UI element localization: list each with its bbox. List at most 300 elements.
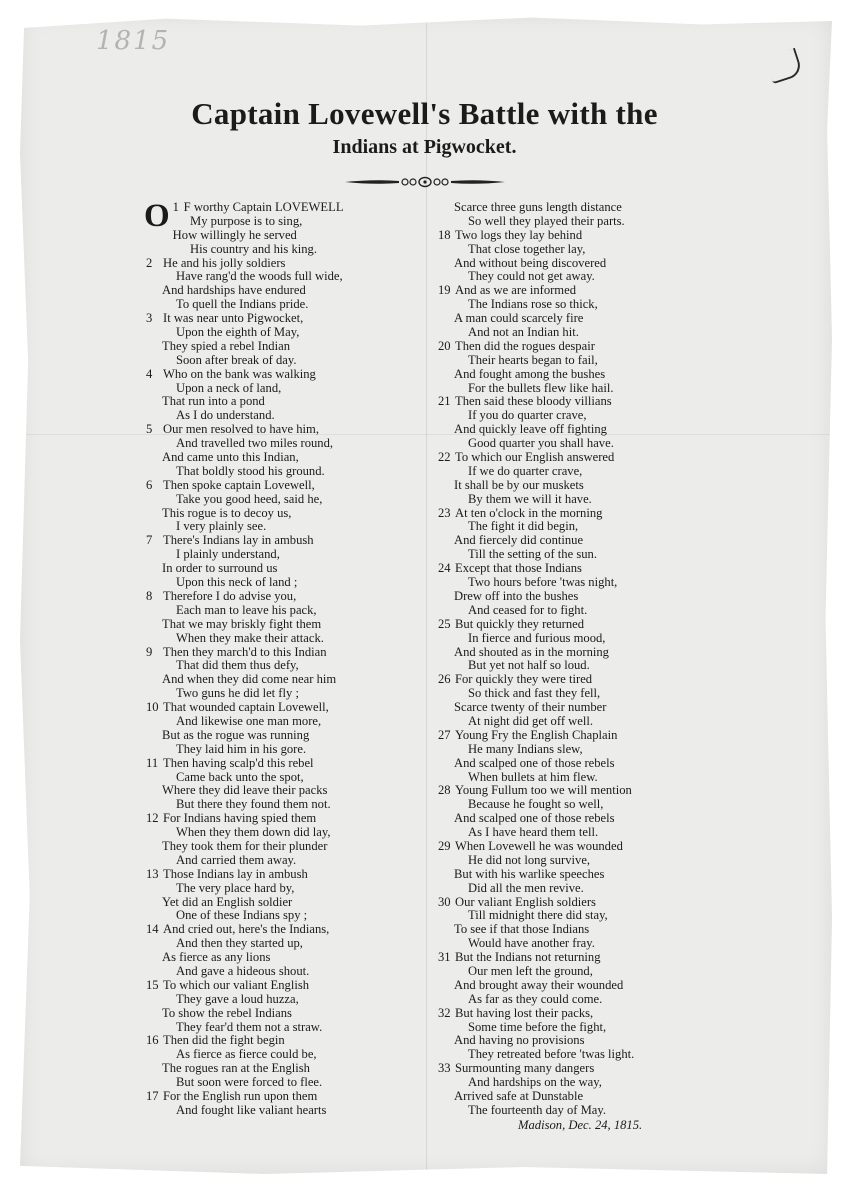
verse-line [438,618,778,632]
stanza-number: 1 [172,200,179,214]
verse-line [438,604,778,618]
verse-text: And brought away their wounded [454,977,624,992]
verse-text: As fierce as any lions [162,950,271,965]
verse-text: Arrived safe at Dunstable [454,1089,584,1103]
verse-line [146,1007,486,1021]
verse-line [438,243,778,257]
verse-line [146,618,486,632]
verse-line [146,520,486,534]
verse-text: And came unto this Indian, [162,450,299,465]
verse-text: At ten o'clock in the morning [455,505,603,520]
verse-line [438,687,778,701]
verse-line [438,826,778,840]
verse-line [146,382,486,396]
stanza-number: 29 [438,838,451,853]
verse-text: Two hours before 'twas night, [468,575,618,590]
stanza-number: 24 [438,561,451,576]
verse-line [438,1048,778,1062]
verse-text: When they make their attack. [176,630,324,645]
stanza-number: 19 [438,283,451,298]
stanza [438,1062,778,1118]
stanza-number: 4 [146,366,153,381]
verse-line [146,451,486,465]
verse-line [146,507,486,521]
verse-text: In fierce and furious mood, [468,630,606,645]
verse-text: And as we are informed [455,283,576,298]
verse-text: And scalped one of those rebels [454,811,615,826]
verse-text: He many Indians slew, [468,741,583,756]
stanza-number: 10 [146,700,159,715]
verse-line [438,854,778,868]
verse-text: Young Fry the English Chaplain [455,727,618,742]
verse-text: I plainly understand, [176,547,280,562]
verse-text: Take you good heed, said he, [176,491,323,506]
verse-line [146,687,486,701]
verse-text: Young Fullum too we will mention [455,783,632,798]
verse-line [438,340,778,354]
stanza [146,1090,486,1118]
stanza-number: 2 [146,255,153,270]
verse-line [146,854,486,868]
stanza-number: 14 [146,922,159,937]
verse-text: The Indians rose so thick, [468,297,598,312]
verse-line [146,937,486,951]
verse-line [438,479,778,493]
stanza [438,673,778,729]
verse-text: Then did the fight begin [163,1033,285,1048]
verse-line [146,979,486,993]
stanza-number: 3 [146,311,153,326]
verse-text: Upon a neck of land, [176,380,282,395]
verse-text: By them we will it have. [468,491,592,506]
poem-column-left [144,198,486,1118]
verse-line [146,673,486,687]
verse-text: And cried out, here's the Indians, [163,922,330,937]
verse-line [146,646,486,660]
verse-line [438,715,778,729]
stanza-number: 13 [146,866,159,881]
verse-line [146,1034,486,1048]
stanza-number: 8 [146,588,153,603]
verse-text: To show the rebel Indians [162,1005,292,1020]
stanza-number: 6 [146,477,153,492]
verse-line [438,395,778,409]
verse-line [438,896,778,910]
stanza [438,395,778,451]
verse-text: If we do quarter crave, [468,463,583,478]
verse-text: And quickly leave off fighting [454,422,607,437]
verse-text: And fought among the bushes [454,366,606,381]
verse-text: When Lovewell he was wounded [455,838,623,853]
stanza [146,979,486,1035]
stanza [146,590,486,646]
verse-text: They could not get away. [468,269,595,284]
verse-line [438,965,778,979]
stanza-number: 11 [146,755,159,770]
verse-line [146,298,486,312]
stanza [146,812,486,868]
verse-line [146,395,486,409]
verse-text: Then did the rogues despair [455,338,595,353]
verse-text: That close together lay, [468,241,586,256]
stanza [146,1034,486,1090]
stanza-number: 22 [438,450,451,465]
verse-line [146,771,486,785]
verse-line [438,382,778,396]
verse-line [438,729,778,743]
verse-line [438,1104,778,1118]
stanza [438,340,778,396]
verse-text: Did all the men revive. [468,880,584,895]
drop-cap-letter: O [144,198,170,234]
stanza-number: 20 [438,338,451,353]
verse-text: And having no provisions [454,1033,585,1048]
stanza [146,312,486,368]
verse-text: Our men resolved to have him, [163,422,319,437]
stanza [146,923,486,979]
verse-text: Their hearts began to fail, [468,352,598,367]
verse-text: When bullets at him flew. [468,769,598,784]
stanza [146,423,486,479]
verse-line [146,951,486,965]
verse-text: For Indians having spied them [163,811,317,826]
stanza [146,701,486,757]
stanza [438,451,778,507]
verse-text: Till midnight there did stay, [468,908,608,923]
stanza-number: 18 [438,227,451,242]
verse-line [438,798,778,812]
stanza [438,951,778,1007]
stanza-number: 32 [438,1005,451,1020]
verse-text: Upon this neck of land ; [176,575,298,590]
verse-text: Surmounting many dangers [455,1061,595,1076]
verse-line [146,743,486,757]
verse-text: The fourteenth day of May. [468,1102,607,1117]
verse-line [146,590,486,604]
verse-line [146,882,486,896]
verse-line [146,784,486,798]
verse-text: And scalped one of those rebels [454,755,615,770]
verse-text: And travelled two miles round, [176,436,334,451]
verse-line [438,812,778,826]
verse-text: That wounded captain Lovewell, [163,700,329,715]
verse-text: That we may briskly fight them [162,616,322,631]
verse-line [146,840,486,854]
verse-line [438,743,778,757]
verse-text: Except that those Indians [455,561,582,576]
verse-line [146,1090,486,1104]
stanza [146,479,486,535]
verse-line [146,757,486,771]
verse-text: And without being discovered [454,255,607,270]
verse-line [146,354,486,368]
stanza [438,284,778,340]
verse-line [438,646,778,660]
verse-text: As fierce as fierce could be, [176,1047,317,1062]
verse-line [438,437,778,451]
stanza [146,257,486,313]
verse-line [438,937,778,951]
verse-line [146,729,486,743]
verse-text: The rogues ran at the English [162,1061,310,1076]
verse-text: To see if that those Indians [454,922,590,937]
verse-text: He did not long survive, [468,852,591,867]
verse-line [146,437,486,451]
verse-text: So thick and fast they fell, [468,686,601,701]
verse-line [438,659,778,673]
verse-line [146,326,486,340]
verse-line [438,270,778,284]
stanza [438,229,778,285]
stanza [438,201,778,229]
verse-line [438,701,778,715]
stanza-number: 16 [146,1033,159,1048]
verse-line [146,423,486,437]
verse-line [146,715,486,729]
verse-line [146,604,486,618]
verse-line [146,576,486,590]
verse-text: They gave a loud huzza, [176,991,299,1006]
verse-text: Scarce twenty of their number [454,700,607,715]
verse-text: And when they did come near him [162,672,337,687]
verse-line [438,201,778,215]
verse-line [146,826,486,840]
verse-line [146,923,486,937]
verse-text: Would have another fray. [468,936,595,951]
verse-text: But yet not half so loud. [468,658,590,673]
verse-text: To which our valiant English [163,977,310,992]
stanza [146,368,486,424]
page-subtitle: Indians at Pigwocket. [332,136,517,158]
stanza [438,1007,778,1063]
verse-line [146,368,486,382]
verse-line [438,257,778,271]
verse-line [146,534,486,548]
verse-text: As far as they could come. [468,991,603,1006]
verse-text: Drew off into the bushes [454,588,579,603]
verse-line [438,423,778,437]
stanza [438,896,778,952]
stanza [438,840,778,896]
verse-text: But with his warlike speeches [454,866,605,881]
verse-text: Then they march'd to this Indian [163,644,327,659]
verse-line [146,993,486,1007]
verse-text: As I have heard them tell. [468,825,599,840]
verse-text: And likewise one man more, [176,713,322,728]
verse-text: But as the rogue was running [162,727,310,742]
stanza [438,784,778,840]
verse-line [438,576,778,590]
verse-text: Those Indians lay in ambush [163,866,308,881]
verse-line [146,812,486,826]
verse-text: And then they started up, [176,936,303,951]
verse-line [146,270,486,284]
verse-text: The fight it did begin, [468,519,579,534]
verse-text: But quickly they returned [455,616,585,631]
stanza-number: 28 [438,783,451,798]
stanza-number: 30 [438,894,451,909]
verse-line [438,868,778,882]
verse-text: Upon the eighth of May, [176,325,300,340]
verse-text: That run into a pond [162,394,265,409]
verse-line [146,1048,486,1062]
stanza [438,729,778,785]
verse-text: One of these Indians spy ; [176,908,308,923]
verse-text: For the bullets flew like hail. [468,380,614,395]
verse-text: If you do quarter crave, [468,408,587,423]
verse-text: Because he fought so well, [468,797,604,812]
verse-text: My purpose is to sing, [190,213,303,228]
verse-line [438,784,778,798]
verse-line [146,409,486,423]
verse-line [146,479,486,493]
verse-text: And fought like valiant hearts [176,1102,327,1117]
verse-line [146,1021,486,1035]
verse-text: They spied a rebel Indian [162,338,290,353]
verse-text: Some time before the fight, [468,1019,607,1034]
verse-line [438,979,778,993]
verse-text: Then said these bloody villians [455,394,612,409]
stanza [146,868,486,924]
verse-text: Two logs they lay behind [455,227,583,242]
verse-line [146,562,486,576]
verse-line [438,1062,778,1076]
verse-line [438,326,778,340]
verse-text: It shall be by our muskets [454,477,584,492]
verse-text: But the Indians not returning [455,950,601,965]
verse-text: And carried them away. [176,852,297,867]
stanza [146,646,486,702]
verse-text: There's Indians lay in ambush [163,533,314,548]
verse-text: So well they played their parts. [468,213,625,228]
verse-text: And gave a hideous shout. [176,963,310,978]
verse-text: And shouted as in the morning [454,644,609,659]
pencil-date-note: 1815 [96,26,171,56]
verse-text: To which our English answered [455,450,615,465]
stanza-number: 9 [146,644,153,659]
verse-line [438,354,778,368]
verse-text: Scarce three guns length distance [454,200,622,214]
verse-line [438,840,778,854]
verse-line [438,548,778,562]
verse-text: Yet did an English soldier [162,894,293,909]
stanza-number: 7 [146,533,153,548]
verse-line [438,909,778,923]
verse-text: When they them down did lay, [176,825,331,840]
stanza [438,562,778,618]
verse-line [438,1090,778,1104]
verse-text: Soon after break of day. [176,352,297,367]
verse-line [146,909,486,923]
verse-text: A man could scarcely fire [454,311,584,326]
stanza-number: 23 [438,505,451,520]
verse-line [146,868,486,882]
verse-line [438,534,778,548]
verse-line [438,520,778,534]
stanza [438,507,778,563]
verse-text: Therefore I do advise you, [163,588,297,603]
verse-text: It was near unto Pigwocket, [163,311,304,326]
verse-text: In order to surround us [162,561,278,576]
verse-line [146,284,486,298]
verse-text: As I do understand. [176,408,275,423]
verse-text: But there they found them not. [176,797,331,812]
verse-line [438,1021,778,1035]
verse-text: To quell the Indians pride. [176,297,309,312]
verse-text: And not an Indian hit. [468,325,579,340]
stanza-number: 5 [146,422,153,437]
verse-line [146,340,486,354]
page-title: Captain Lovewell's Battle with the [191,96,658,131]
verse-text: For the English run upon them [163,1089,318,1103]
verse-line [438,632,778,646]
verse-line [146,701,486,715]
verse-text: I very plainly see. [176,519,267,534]
verse-line [438,368,778,382]
verse-text: For quickly they were tired [455,672,593,687]
verse-line [438,493,778,507]
stanza-number: 21 [438,394,451,409]
verse-text: That boldly stood his ground. [176,463,325,478]
stanza [146,757,486,813]
ornament-rule-icon [343,175,507,189]
verse-text: That did them thus defy, [176,658,299,673]
verse-text: They retreated before 'twas light. [468,1047,635,1062]
verse-text: F worthy Captain LOVEWELL [183,200,344,214]
stanza-number: 26 [438,672,451,687]
verse-line [438,1007,778,1021]
verse-text: Came back unto the spot, [176,769,304,784]
verse-text: Our men left the ground, [468,963,593,978]
verse-line [438,771,778,785]
verse-text: They laid him in his gore. [176,741,307,756]
stanza [146,534,486,590]
verse-line [146,896,486,910]
verse-line [146,798,486,812]
verse-text: He and his jolly soldiers [163,255,286,270]
verse-line [438,465,778,479]
stanza [438,618,778,674]
verse-text: Then spoke captain Lovewell, [163,477,315,492]
verse-line [438,673,778,687]
verse-text: Each man to leave his pack, [176,602,317,617]
verse-text: Where they did leave their packs [162,783,328,798]
verse-text: They fear'd them not a straw. [176,1019,323,1034]
verse-line [438,409,778,423]
poem-column-right [438,201,778,1118]
verse-line [438,590,778,604]
verse-line [146,548,486,562]
verse-line [146,493,486,507]
stanza-number: 15 [146,977,159,992]
stanza-number: 17 [146,1089,159,1103]
verse-line [146,632,486,646]
verse-text: And hardships on the way, [468,1075,602,1090]
verse-text: How willingly he served [172,227,297,242]
verse-text: This rogue is to decoy us, [162,505,292,520]
verse-text: But soon were forced to flee. [176,1075,323,1090]
stanza-number: 12 [146,811,159,826]
verse-text: Good quarter you shall have. [468,436,614,451]
verse-text: At night did get off well. [468,713,593,728]
verse-line [438,757,778,771]
verse-text: And fiercely did continue [454,533,584,548]
verse-text: His country and his king. [190,241,317,256]
verse-text: Our valiant English soldiers [455,894,596,909]
verse-line [438,882,778,896]
verse-text: Have rang'd the woods full wide, [176,269,343,284]
stanza-number: 33 [438,1061,451,1076]
